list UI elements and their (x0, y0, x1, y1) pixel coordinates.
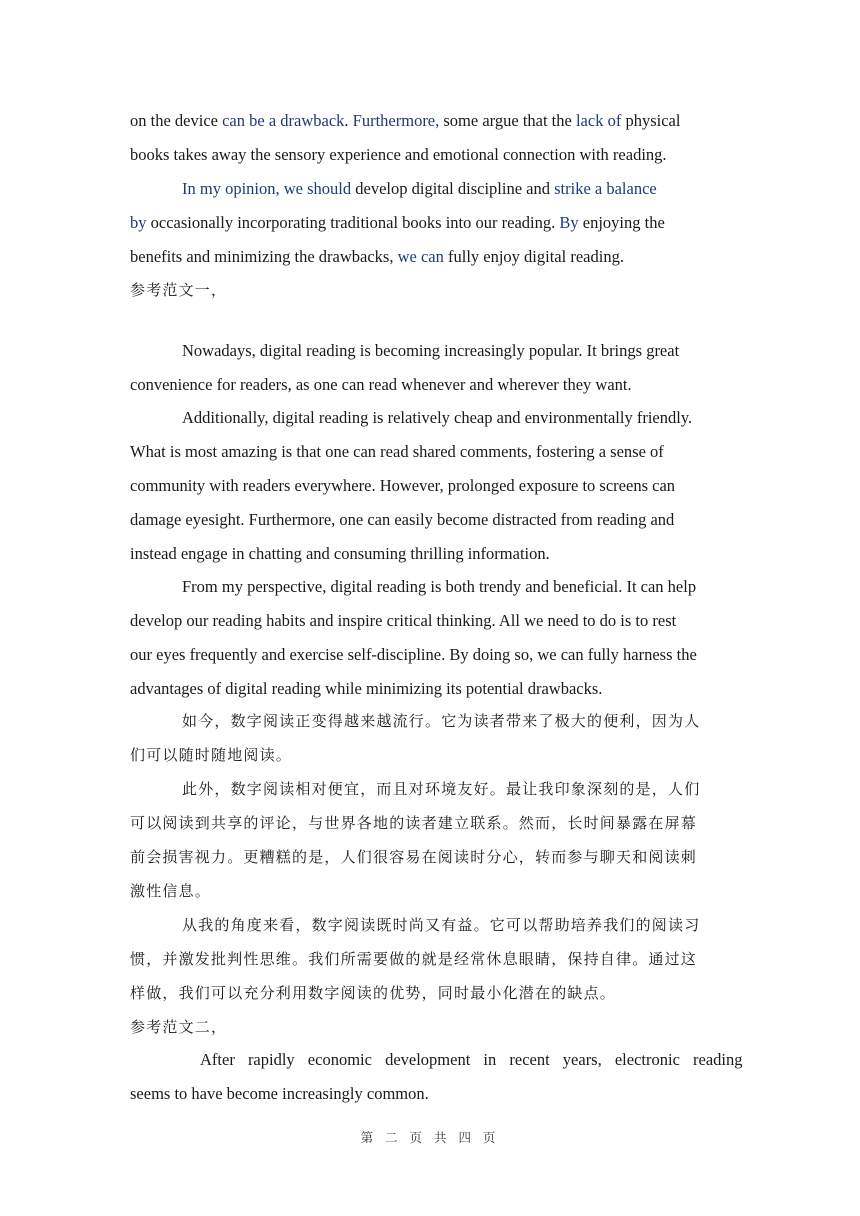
text-line: seems to have become increasingly common. (130, 1084, 429, 1103)
text-line: From my perspective, digital reading is both trendy and beneficial. It can help (182, 577, 697, 596)
essay-paragraph (130, 570, 730, 706)
paragraph-continued (130, 104, 730, 172)
section-label: 参考范文二， (130, 1018, 228, 1036)
highlight-phrase: Furthermore, (352, 111, 440, 130)
text-line: 样做，我们可以充分利用数字阅读的优势，同时最小化潜在的缺点。 (130, 984, 617, 1002)
text-line: benefits and minimizing the drawbacks, we can fully enjoy digital reading. (130, 247, 624, 266)
text-line: develop our reading habits and inspire critical thinking. All we need to do is to rest (130, 611, 677, 630)
text-line: 们可以随时随地阅读。 (130, 746, 293, 764)
text-line: 此外，数字阅读相对便宜，而且对环境友好。最让我印象深刻的是，人们 (182, 780, 701, 798)
highlight-phrase: strike a balance (554, 179, 657, 198)
highlight-phrase: lack of (575, 111, 622, 130)
text-line: community with readers everywhere. However, prolonged exposure to screens can (130, 476, 676, 495)
text-line: Additionally, digital reading is relatively cheap and environmentally friendly. (182, 408, 693, 427)
translation-paragraph (130, 908, 730, 1010)
highlight-phrase: we can (397, 247, 444, 266)
page-footer: 第 二 页 共 四 页 (360, 1130, 500, 1145)
highlight-phrase: can be a drawback (222, 111, 345, 130)
text-line: on the device can be a drawback. Furthermore, some argue that the lack of physical (130, 111, 681, 130)
translation-paragraph (130, 704, 730, 772)
text-line: What is most amazing is that one can read shared comments, fostering a sense of (130, 442, 664, 461)
text-line: Nowadays, digital reading is becoming increasingly popular. It brings great (182, 341, 680, 360)
essay-paragraph (130, 401, 730, 571)
highlight-phrase: By (559, 213, 579, 232)
text-line: 如今，数字阅读正变得越来越流行。它为读者带来了极大的便利，因为人 (182, 712, 701, 730)
section-label: 参考范文一， (130, 281, 228, 299)
text-line: instead engage in chatting and consuming thrilling information. (130, 544, 550, 563)
text-line: 激性信息。 (130, 882, 212, 900)
text-line: 可以阅读到共享的评论，与世界各地的读者建立联系。然而，长时间暴露在屏幕 (130, 814, 698, 832)
text-line: convenience for readers, as one can read whenever and wherever they want. (130, 375, 632, 394)
text-line: 惯，并激发批判性思维。我们所需要做的就是经常休息眼睛，保持自律。通过这 (130, 950, 698, 968)
text-line: 从我的角度来看，数字阅读既时尚又有益。它可以帮助培养我们的阅读习 (182, 916, 701, 934)
text-line: books takes away the sensory experience and emotional connection with reading. (130, 145, 667, 164)
text-line: damage eyesight. Furthermore, one can easily become distracted from reading and (130, 510, 675, 529)
essay-paragraph (130, 1043, 743, 1111)
text-line: In my opinion, we should develop digital discipline and strike a balance (182, 179, 657, 198)
highlight-phrase: In my opinion, we should (182, 179, 352, 198)
essay-paragraph (130, 334, 730, 402)
text-line: After rapidly economic development in recent years, electronic reading (200, 1050, 743, 1069)
highlight-phrase: by (130, 213, 147, 232)
text-line: advantages of digital reading while minimizing its potential drawbacks. (130, 679, 603, 698)
text-line: by occasionally incorporating traditional books into our reading. By enjoying the (130, 213, 665, 232)
translation-paragraph (130, 772, 730, 908)
paragraph-opinion (130, 172, 730, 274)
text-line: 前会损害视力。更糟糕的是，人们很容易在阅读时分心，转而参与聊天和阅读刺 (130, 848, 698, 866)
text-line: our eyes frequently and exercise self-discipline. By doing so, we can fully harness the (130, 645, 697, 664)
